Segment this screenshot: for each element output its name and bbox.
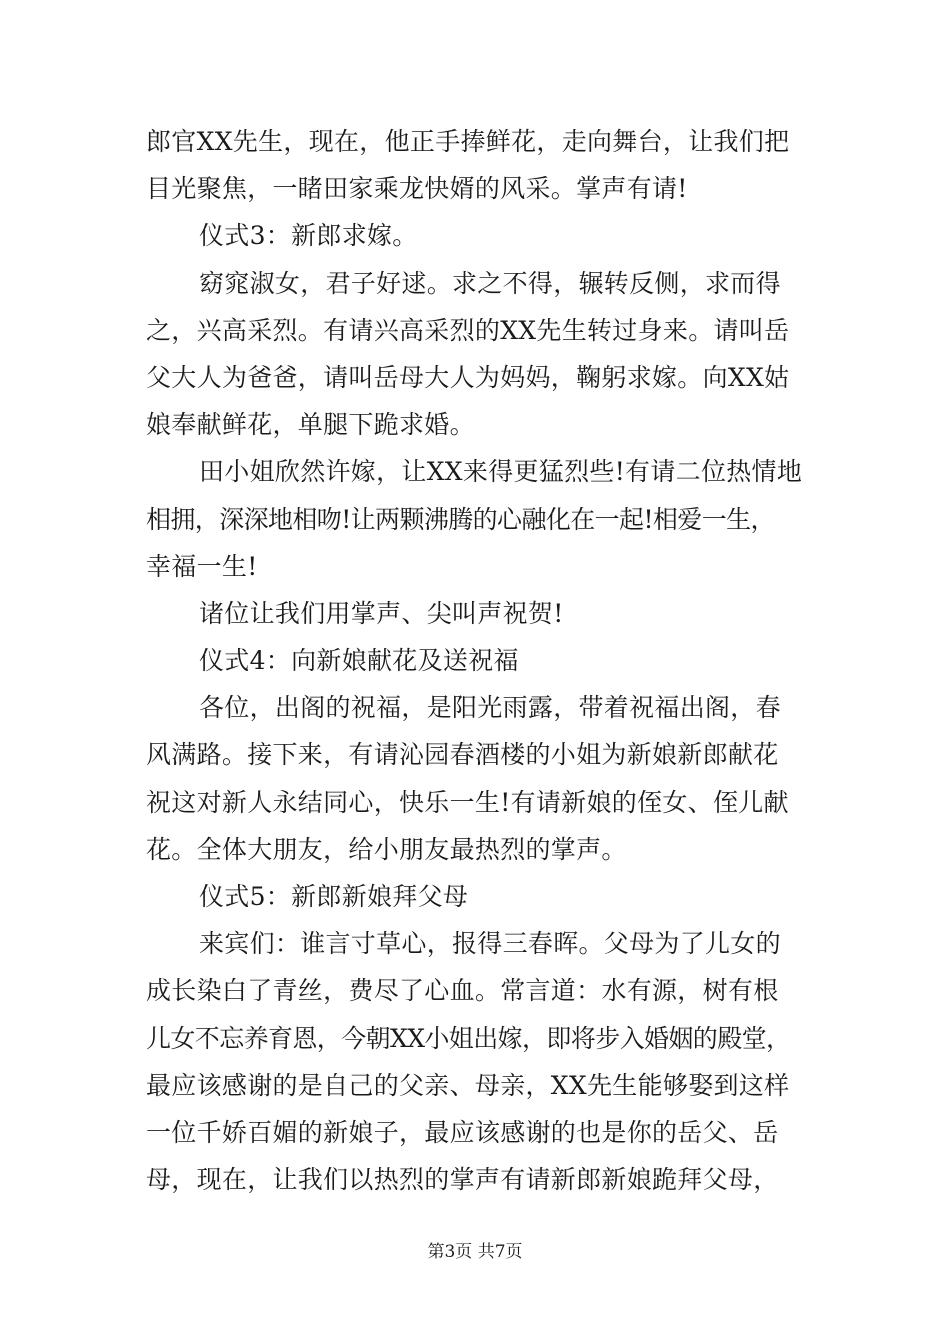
text-line-20: 儿女不忘养育恩，今朝XX小姐出嫁，即将步入婚姻的殿堂， <box>146 1023 791 1053</box>
text-line-13: 各位，出阁的祝福，是阳光雨露，带着祝福出阁，春 <box>199 693 781 723</box>
body-text <box>146 118 810 1203</box>
text-line-1: 郎官XX先生，现在，他正手捧鲜花，走向舞台，让我们把 <box>146 127 790 156</box>
text-line-2: 目光聚焦，一睹田家乘龙快婿的风采。掌声有请! <box>146 174 688 204</box>
text-line-4: 窈窕淑女，君子好逑。求之不得，辗转反侧，求而得 <box>199 268 781 298</box>
text-line-10: 幸福一生! <box>146 551 258 581</box>
text-line-19: 成长染白了青丝，费尽了心血。常言道：水有源，树有根 <box>146 976 779 1006</box>
text-line-9: 相拥，深深地相吻!让两颗沸腾的心融化在一起!相爱一生， <box>146 504 775 534</box>
text-line-15: 祝这对新人永结同心，快乐一生!有请新娘的侄女、侄儿献 <box>146 787 789 817</box>
text-line-16: 花。全体大朋友，给小朋友最热烈的掌声。 <box>146 834 627 864</box>
text-line-5: 之，兴高采烈。有请兴高采烈的XX先生转过身来。请叫岳 <box>146 315 790 345</box>
heading-ceremony-3: 仪式3：新郎求嫁。 <box>199 221 418 251</box>
heading-ceremony-4: 仪式4：向新娘献花及送祝福 <box>199 646 519 676</box>
text-line-6: 父大人为爸爸，请叫岳母大人为妈妈，鞠躬求嫁。向XX姑 <box>146 362 790 392</box>
heading-ceremony-5: 仪式5：新郎新娘拜父母 <box>199 882 469 911</box>
text-line-7: 娘奉献鲜花，单腿下跪求婚。 <box>146 410 475 440</box>
text-line-23: 母，现在，让我们以热烈的掌声有请新郎新娘跪拜父母， <box>146 1165 779 1195</box>
page-number-footer: 第3页 共7页 <box>427 1242 523 1262</box>
text-line-14: 风满路。接下来，有请沁园春酒楼的小姐为新娘新郎献花 <box>146 740 779 770</box>
text-line-22: 一位千娇百媚的新娘子，最应该感谢的也是你的岳父、岳 <box>146 1117 779 1147</box>
text-line-8: 田小姐欣然许嫁，让XX来得更猛烈些!有请二位热情地 <box>199 457 803 487</box>
text-line-21: 最应该感谢的是自己的父亲、母亲，XX先生能够娶到这样 <box>146 1070 790 1100</box>
text-line-18: 来宾们：谁言寸草心，报得三春晖。父母为了儿女的 <box>199 929 781 959</box>
text-line-11: 诸位让我们用掌声、尖叫声祝贺! <box>199 598 564 628</box>
